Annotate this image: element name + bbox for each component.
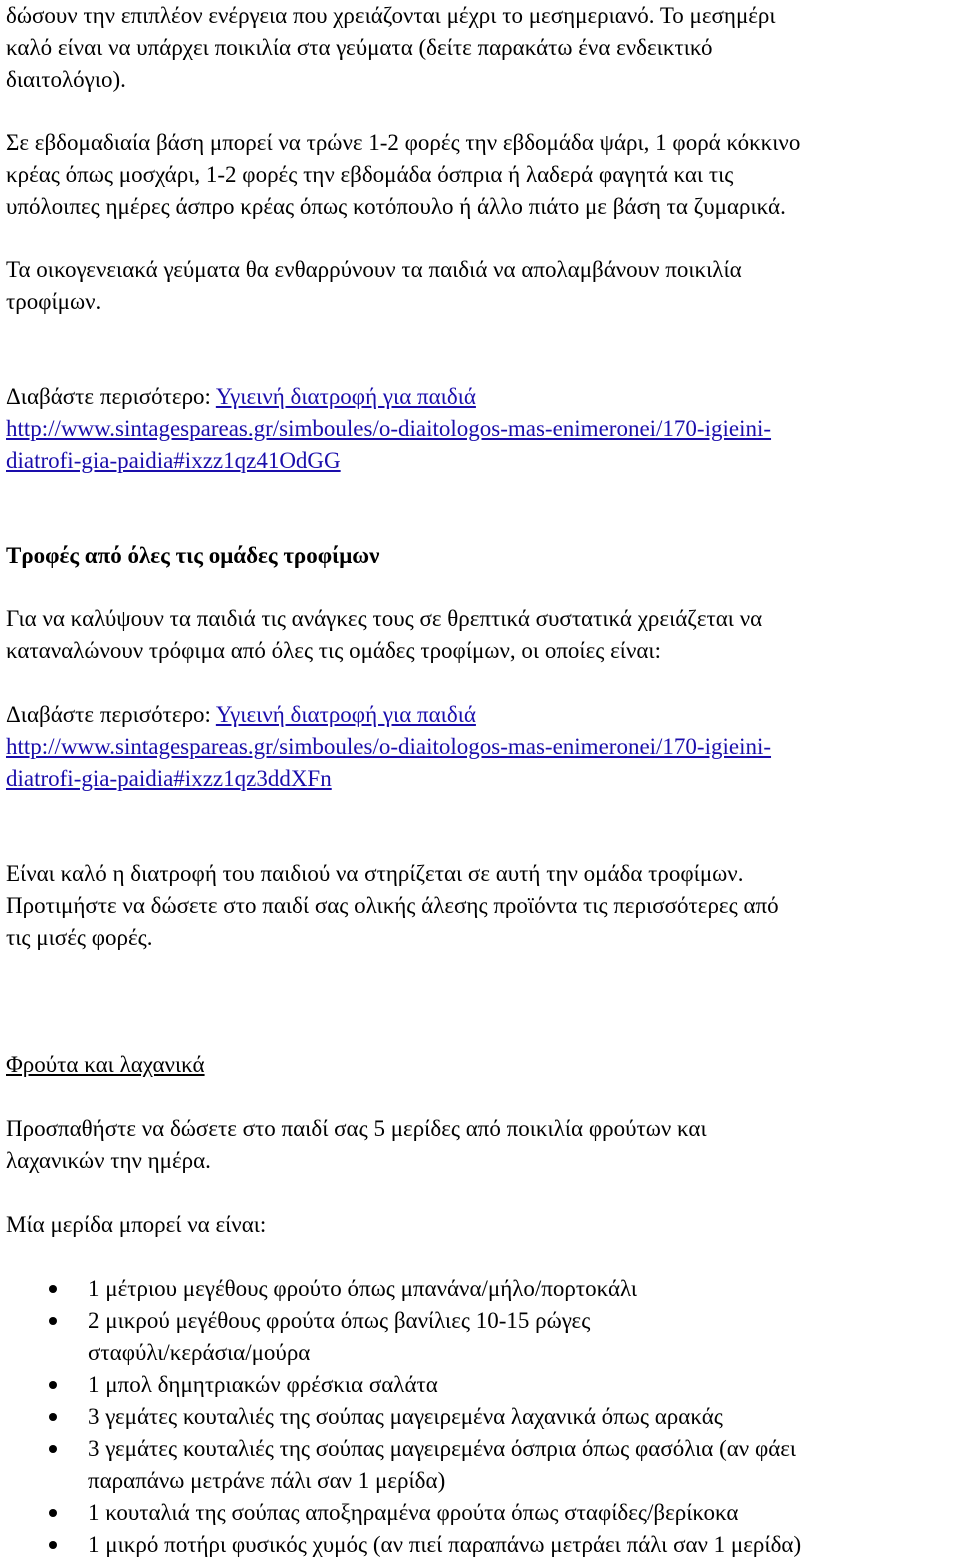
text-line: δώσουν την επιπλέον ενέργεια που χρειάζονται μέχρι το μεσημεριανό. Το μεσημέρι: [6, 3, 776, 28]
read-more-line: [6, 699, 956, 731]
read-more-link[interactable]: Υγιεινή διατροφή για παιδιά: [215, 384, 476, 409]
bullet-icon: [49, 1381, 57, 1389]
read-more-prefix: Διαβάστε περισότερο:: [6, 702, 216, 727]
list-item-text: παραπάνω μετράνε πάλι σαν 1 μερίδα): [88, 1468, 446, 1493]
bullet-icon: [49, 1445, 57, 1453]
list-item: [6, 1529, 956, 1561]
source-url-line[interactable]: http://www.sintagespareas.gr/simboules/o-diaitologos-mas-enimeronei/170-igieini-: [6, 734, 772, 759]
source-url-line[interactable]: diatrofi-gia-paidia#ixzz1qz41OdGG: [6, 448, 341, 473]
text-line: υπόλοιπες ημέρες άσπρο κρέας όπως κοτόπουλο ή άλλο πιάτο με βάση τα ζυμαρικά.: [6, 194, 786, 219]
read-more-prefix: Διαβάστε περισότερο:: [6, 384, 216, 409]
list-item-text: 3 γεμάτες κουταλιές της σούπας μαγειρεμένα λαχανικά όπως αρακάς: [88, 1404, 723, 1429]
list-item-text: 1 μέτριου μεγέθους φρούτο όπως μπανάνα/μήλο/πορτοκάλι: [88, 1276, 638, 1301]
list-item-text: 1 κουταλιά της σούπας αποξηραμένα φρούτα όπως σταφίδες/βερίκοκα: [88, 1500, 739, 1525]
text-line: τροφίμων.: [6, 289, 102, 314]
portion-intro: Μία μερίδα μπορεί να είναι:: [6, 1212, 267, 1237]
bullet-icon: [49, 1285, 57, 1293]
family-paragraph: [6, 254, 956, 318]
text-line: Σε εβδομαδιαία βάση μπορεί να τρώνε 1-2 φορές την εβδομάδα ψάρι, 1 φορά κόκκινο: [6, 130, 801, 155]
text-line: καλό είναι να υπάρχει ποικιλία στα γεύματα (δείτε παρακάτω ένα ενδεικτικό: [6, 35, 713, 60]
list-item: [6, 1433, 956, 1497]
food-groups-paragraph: [6, 603, 956, 667]
text-line: Για να καλύψουν τα παιδιά τις ανάγκες τους σε θρεπτικά συστατικά χρειάζεται να: [6, 606, 763, 631]
weekly-paragraph: [6, 127, 956, 223]
text-line: Προσπαθήστε να δώσετε στο παιδί σας 5 μερίδες από ποικιλία φρούτων και: [6, 1116, 707, 1141]
section-heading-food-groups: Τροφές από όλες τις ομάδες τροφίμων: [6, 543, 380, 568]
read-more-block-1: [6, 381, 956, 477]
bullet-icon: [49, 1541, 57, 1549]
read-more-block-2: [6, 699, 956, 795]
source-url-line[interactable]: http://www.sintagespareas.gr/simboules/o-diaitologos-mas-enimeronei/170-igieini-: [6, 416, 772, 441]
list-item-text: 1 μικρό ποτήρι φυσικός χυμός (αν πιεί παραπάνω μετράει πάλι σαν 1 μερίδα): [88, 1532, 802, 1557]
text-line: Τα οικογενειακά γεύματα θα ενθαρρύνουν τα παιδιά να απολαμβάνουν ποικιλία: [6, 257, 742, 282]
fruits-paragraph: [6, 1113, 956, 1177]
text-line: διαιτολόγιο).: [6, 67, 126, 92]
read-more-link[interactable]: Υγιεινή διατροφή για παιδιά: [215, 702, 476, 727]
source-url-line[interactable]: diatrofi-gia-paidia#ixzz1qz3ddXFn: [6, 766, 332, 791]
list-item: [6, 1401, 956, 1433]
bullet-icon: [49, 1509, 57, 1517]
text-line: κρέας όπως μοσχάρι, 1-2 φορές την εβδομάδα όσπρια ή λαδερά φαγητά και τις: [6, 162, 734, 187]
text-line: Είναι καλό η διατροφή του παιδιού να στηρίζεται σε αυτή την ομάδα τροφίμων.: [6, 861, 744, 886]
text-line: λαχανικών την ημέρα.: [6, 1148, 211, 1173]
text-line: καταναλώνουν τρόφιμα από όλες τις ομάδες τροφίμων, οι οποίες είναι:: [6, 638, 662, 663]
bullet-icon: [49, 1413, 57, 1421]
list-item: [6, 1369, 956, 1401]
list-item: [6, 1273, 956, 1305]
section-title-fruits-vegetables: Φρούτα και λαχανικά: [6, 1052, 205, 1077]
list-item-text: 1 μπολ δημητριακών φρέσκια σαλάτα: [88, 1372, 438, 1397]
portion-list: [6, 1273, 956, 1561]
read-more-line: [6, 381, 956, 413]
list-item-text: 2 μικρού μεγέθους φρούτα όπως βανίλιες 10-15 ρώγες: [88, 1308, 591, 1333]
list-item: [6, 1497, 956, 1529]
intro-paragraph: [6, 0, 956, 96]
text-line: Προτιμήστε να δώσετε στο παιδί σας ολικής άλεσης προϊόντα τις περισσότερες από: [6, 893, 779, 918]
list-item-text: σταφύλι/κεράσια/μούρα: [88, 1340, 311, 1365]
list-item-text: 3 γεμάτες κουταλιές της σούπας μαγειρεμένα όσπρια όπως φασόλια (αν φάει: [88, 1436, 797, 1461]
list-item: [6, 1305, 956, 1369]
text-line: τις μισές φορές.: [6, 925, 153, 950]
bullet-icon: [49, 1317, 57, 1325]
grains-paragraph: [6, 858, 956, 954]
